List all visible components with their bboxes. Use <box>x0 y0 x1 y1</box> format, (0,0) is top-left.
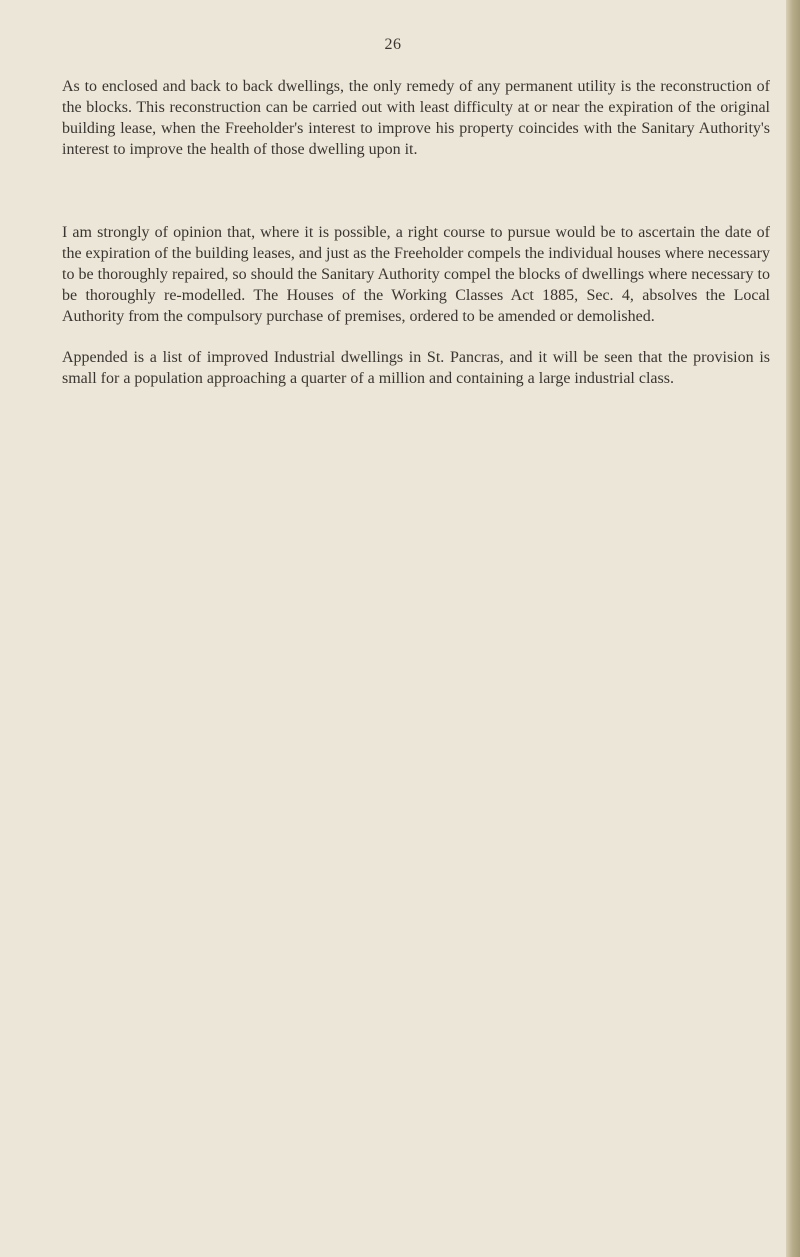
paragraph-text: As to enclosed and back to back dwellings, the only remedy of any permanent utility is the reconstruction of the blocks. This reconstruction can be carried out with least difficulty at or near the expiration of the original building lease, when the Freeholder's interest to improve his property coincides with the Sanitary Authority's interest to improve the health of those dwelling upon it. <box>62 78 770 158</box>
paragraph-appended-list <box>62 347 770 389</box>
paragraph-building-leases <box>62 222 770 327</box>
paragraph-text: Appended is a list of improved Industrial dwellings in St. Pancras, and it will be seen that the provision is small for a population approaching a quarter of a million and containing a large industrial class. <box>62 349 770 387</box>
paragraph-text: I am strongly of opinion that, where it is possible, a right course to pursue would be to ascertain the date of the expiration of the building leases, and just as the Freeholder compels the individual houses where necessary to be thoroughly repaired, so should the Sanitary Authority compel the blocks of dwellings where necessary to be thoroughly re-modelled. The Houses of the Working Classes Act 1885, Sec. 4, absolves the Local Authority from the compulsory purchase of premises, ordered to be amended or demolished. <box>62 224 770 325</box>
page-number: 26 <box>384 36 402 53</box>
page-edge <box>786 0 800 1257</box>
paragraph-back-to-back-dwellings <box>62 76 770 160</box>
